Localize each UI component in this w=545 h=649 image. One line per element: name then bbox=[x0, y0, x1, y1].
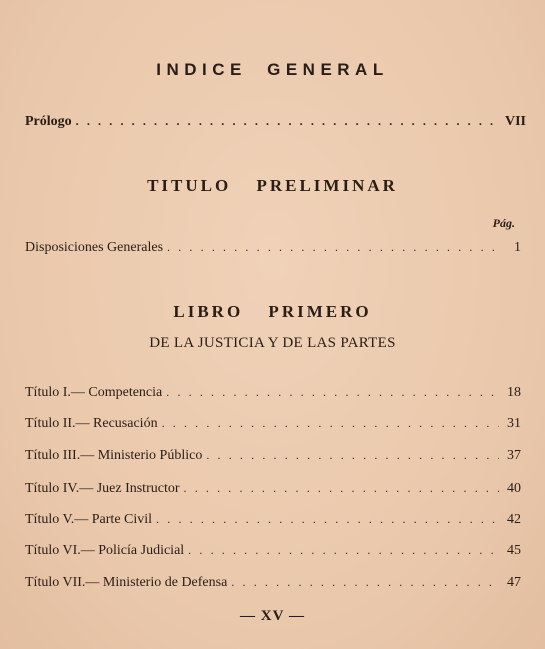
leader-dots bbox=[167, 240, 499, 255]
entry-label: Título II.— Recusación bbox=[25, 416, 158, 431]
leader-dots bbox=[166, 385, 499, 400]
leader-dots bbox=[231, 575, 499, 590]
section-subtitle: DE LA JUSTICIA Y DE LAS PARTES bbox=[149, 335, 396, 351]
leader-dots bbox=[76, 114, 499, 129]
entry-page: 31 bbox=[507, 416, 521, 431]
entry-page: 40 bbox=[507, 481, 521, 496]
section-title-libro-primero: LIBRO PRIMERO bbox=[173, 302, 372, 321]
leader-dots bbox=[156, 512, 499, 527]
entry-label: Título I.— Competencia bbox=[25, 385, 163, 400]
section-title-preliminar: TITULO PRELIMINAR bbox=[147, 176, 398, 195]
entry-label: Título IV.— Juez Instructor bbox=[25, 481, 180, 496]
toc-entry[interactable] bbox=[25, 481, 521, 501]
leader-dots bbox=[184, 481, 500, 496]
entry-label: Título V.— Parte Civil bbox=[25, 512, 153, 527]
toc-entry-prologue[interactable] bbox=[25, 114, 527, 134]
toc-entry[interactable] bbox=[25, 240, 521, 260]
entry-label: Título VI.— Policía Judicial bbox=[25, 543, 185, 558]
entry-page: 1 bbox=[514, 240, 521, 255]
index-title: INDICE GENERAL bbox=[156, 60, 389, 79]
entry-page: VII bbox=[505, 114, 527, 129]
entry-page: 18 bbox=[507, 385, 521, 400]
toc-entry[interactable] bbox=[25, 512, 521, 532]
leader-dots bbox=[206, 448, 499, 463]
entry-label: Título VII.— Ministerio de Defensa bbox=[25, 575, 228, 590]
page-column-label: Pág. bbox=[492, 216, 515, 230]
toc-entry[interactable] bbox=[25, 416, 521, 436]
toc-entry[interactable] bbox=[25, 385, 521, 405]
toc-entry[interactable] bbox=[25, 448, 521, 468]
toc-entry[interactable] bbox=[25, 575, 521, 595]
entry-label: Prólogo bbox=[25, 114, 72, 129]
page-folio: — XV — bbox=[240, 608, 305, 624]
entry-page: 47 bbox=[507, 575, 521, 590]
toc-entry[interactable] bbox=[25, 543, 521, 563]
leader-dots bbox=[162, 416, 499, 431]
entry-page: 37 bbox=[507, 448, 521, 463]
entry-page: 45 bbox=[507, 543, 521, 558]
entry-page: 42 bbox=[507, 512, 521, 527]
entry-label: Disposiciones Generales bbox=[25, 240, 164, 255]
entry-label: Título III.— Ministerio Público bbox=[25, 448, 203, 463]
leader-dots bbox=[188, 543, 499, 558]
